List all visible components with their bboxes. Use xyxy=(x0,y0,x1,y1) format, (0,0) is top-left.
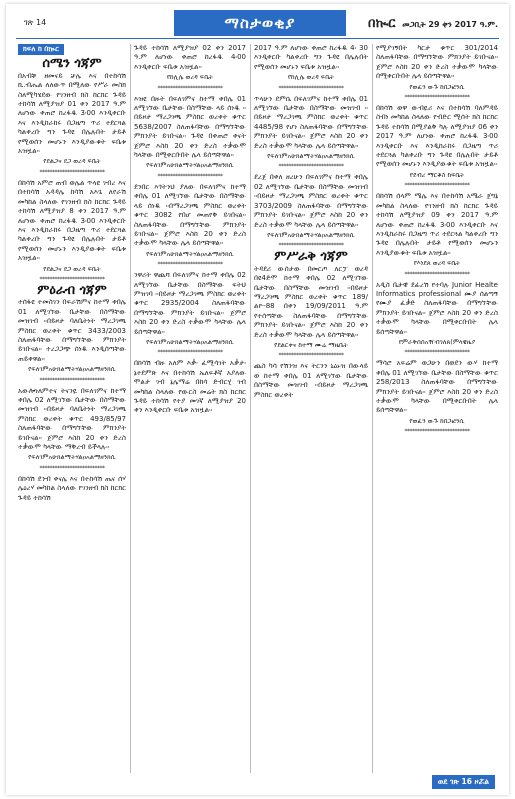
notice-separator: ************************** xyxy=(157,349,223,357)
issue-date: መጋቢት 29 ቀን 2017 ዓ.ም. xyxy=(402,20,498,29)
notice-signature: የፍለገምአሁክልማትሃልዐአልማዘንክሲ xyxy=(267,152,355,161)
notice-signature: የፍለገምአሁክልማትሃልዐአልማዘንክሲ xyxy=(28,453,116,462)
notice-text: አዲስ ቤታዊ ደፊረሽ የተባሉ Junior Healte Informatics professional ሙያ ሰልጣኝ የሙያ ፈቃድ ስለጠፋባቸው በማግኘቸው ምክንያት ይገቡናል፡፡ ጀምሮ እስከ 20 ቀን ድረስ ተቃውሞ ካላቸው በሚቀርቡበት ሌላ ይሰጣቸዋል፡፡ xyxy=(376,280,498,336)
notice-separator: ************************** xyxy=(157,172,223,180)
region-heading: ምዕራብ ጎጃም xyxy=(37,282,107,298)
column-3 xyxy=(254,44,368,773)
paper-info xyxy=(368,16,498,31)
notice-signature: የደብረ ማርቆስ ከፍቤት xyxy=(409,170,465,179)
column-4 xyxy=(376,44,498,773)
notice-separator: ************************** xyxy=(157,84,223,92)
notice-text: በከሳሽ ወዋ ውብዬሪ እና በተከሳሽ ባለምዳይ ስብነ መካከል ስላለው የብድር ሚሰት ክስ ከርክር ጉዳይ ተከሳሽ በሚያልቅ ካሉ ለሚያዝያ 06 ቀን 2017 ዓ.ም ለሆነው ቀጠሮ ከረፋዱ 3፡00 እንዲቀርቡ እና እንዲከራከሩ በጋዜጣ ጥሪ ተደርጓል ካልቀረቡ ግን ጉዳዩ በሌሉበት ታይቶ የሚወሰን መሆኑን እንዲያውቁት ፍቤቱ አዝዟል፡፡ xyxy=(376,104,498,169)
notice-signature: የደልጋና ደጋ ወረዳ ፍቤት xyxy=(43,157,101,166)
notice-signature: የፍለገምአሁክልማትሃልዐአልማዘንክሲ xyxy=(146,249,234,258)
paper-name: በኲር xyxy=(368,16,396,31)
notice-text: እዝዩ በዙት በፍለገምና ከተማ ቀበሌ 01 ለሚገኘው ቤታቸው በስማቸው ላይ ሰነዱ ፡፡በይዞታ ማረጋገጫ ምስክር ወረቀት ቁጥር 5638/2007 ስለጠፋባቸው በማግኘቸው ምክንያት ይገቡናል፡፡ ጉዳዩ በቀጠሮ ቀናት ጀምሮ እስከ 20 ቀን ድረስ ተቃውሞ ካላቸው በሚቀርቡበት ሌላ ይሰጣቸዋል፡፡ xyxy=(134,94,246,160)
continued-badge: ወደ ገጽ 16 ዞሯል xyxy=(432,775,495,789)
page-number: ገጽ 14 xyxy=(24,18,47,27)
notice-separator: ************************** xyxy=(278,352,344,360)
notice-text: በከሳሽ ብዙ አለም እቃ፡ ፈሚሳገት አቃታ፡ ኔተደምጽ እና በተከሳሽ ኤለፍቶኛ አያለው ሞልታ ገብ ኔሌማሬ በከሳ ድብርሂ ገብ መካከል ስላለው የውርስ መሬት ክስ ከርክር ጉዳይ ተከሳሽ የተያ መገኛ ለሚያዝያ 20 ቀን እንዲቀርቡ ፍቤቱ አዝዟል፡፡ xyxy=(134,359,246,415)
notice-text: በአብቹ ዘመናይ ቻሌ እና በተከሳሽ ኪ.ብሔል ለለውጥ በሚለው የሥራ መስክ ስለሚካሄደው የገንዘብ ክስ ከርክር ጉዳይ ተከሳሽ ለሚያዝያ 01 ቀን 2017 ዓ.ም ለሆነው ቀጠሮ ከረፋዱ 3፡00 እንዲቀርቡ እና እንዲከራከሩ በጋዜጣ ጥሪ ተደርጓል ካልቀረቡ ግን ጉዳዩ በሌሉበት ታይቶ የሚወሰን መሆኑን እንዲያውቁት ፍቤቱ አዝዟል፡፡ xyxy=(18,71,126,156)
column-3-content xyxy=(254,44,368,400)
column-2 xyxy=(134,44,246,773)
column-1 xyxy=(18,44,126,773)
notice-text: ጥላሁን ደምሴ በፍለገምና ከተማ ቀበሌ 01 ለሚገኘው ቤታቸው በስማቸው መዝገብ ፡፡በይዞታ ማረጋገጫ ምስክር ወረቀት ቁጥር 4485/98 የሆነ ስለጠፋባቸው በማግኘቸው ምክንያት ይገቡናል፡፡ ጀምሮ እስከ 20 ቀን ድረስ ተቃውሞ ካላቸው ሌላ ይሰጣቸዋል፡፡ xyxy=(254,94,368,150)
notice-separator: ************************** xyxy=(278,242,344,250)
notice-separator: ************************** xyxy=(39,168,105,176)
notice-text: ደንበር እጎትንህ ያለው በፍለገምና ከተማ ቀበሌ 01 ለሚገኘው ቤታቸው በስማቸው ላይ ሰነዱ ፡፡በማረጋገጫ ምስክር ወረቀት ቁጥር 3082 የበሆ መጠየቅ ይገበናል፡፡ ስለጠፋባቸው በማግኘቸው ምክንያት ይገቡናል፡፡ ጀምሮ እስከ 20 ቀን ድረስ ተቃውሞ ካላቸው ሌላ ይሰጣቸዋል፡፡ xyxy=(134,182,246,248)
column-4-content xyxy=(376,44,498,435)
notice-signature: የእነደጸ ወረዳ ፍቤት xyxy=(413,259,461,268)
column-divider xyxy=(250,44,251,773)
column-divider xyxy=(372,44,373,773)
notice-separator: ************************** xyxy=(39,376,105,384)
notice-signature: የፍለገምአሁክልማትሃልዐአልማዘንክሲ xyxy=(146,161,234,170)
notice-separator: ************************** xyxy=(404,428,470,436)
notice-signature: የከሊሌ ወረዳ ፍቤት xyxy=(166,73,214,82)
notice-text: የሚያገኝበት ካርታ ቁጥር 301/2014 ስለጠፋባቸው በማግኘቸው ምክንያት ይገቡናል፡፡ ጀምሮ እስከ 20 ቀን ድረስ ተቃውሞ ካላቸው በሚቀርቡበት ሌላ ይሰጣቸዋል፡፡ xyxy=(376,44,498,81)
notice-separator: ************************** xyxy=(404,94,470,102)
notice-separator: ************************** xyxy=(404,270,470,278)
notice-signature: የፍለገምአሁክልማትሃልዐአልማዘንክሲ xyxy=(267,230,355,239)
notice-text: በከሳሽ ደንብ ቀናሌ እና በተከሳሽ ጤና ሰሃ ሌዕረሃ መካከል ስላለው የገንዘብ ክስ ከርክር ጉዳይ ተከሳሽ xyxy=(18,474,126,502)
notice-signature: የምራቅሰሰአዥብገለጸ(ምላዌዜያ xyxy=(398,337,476,346)
notice-text: ንዋሪት ዋጨሻ በፍለገምና ከተማ ቀበሌ 02 ለሚገኘው ቤታቸው በስማቸው ፍትህ ምዝገባ ፡፡በይዞታ ማረጋገጫ ምስክር ወረቀት ቁጥር 2935/2004 ስለጠፋባቸው በማግኘቸው ምክንያት ይገቡናል፡፡ ጀምሮ እስከ 20 ቀን ድረስ ተቃውሞ ካላቸው ሌላ ይሰጣቸዋል፡፡ xyxy=(134,271,246,336)
notice-signature: የፍለገምአሁክልማትሃልዐአልማዘንክሲ xyxy=(146,337,234,346)
notice-text: ተሰፋዩ ተመስገን በፍራሽምና ከተማ ቀበሌ 01 ለሚገኘው ቤታቸው በስማቸው መዝገብ ፡፡በይዞታ ባለቤትነት ማረጋገጫ ምስክር ወረቀት ቁጥር 3433/2003 ስለጠፋባቸው በማግኘቸው ምክንያት ይገቡናል፡፡ ተረጋጋጭ ሰነዱ እንዲሰጣቸው ጠይቀዋል፡፡ xyxy=(18,298,126,363)
notice-signature: የፍለገምአሁክልማትሃልዐአልማዘንክሲ xyxy=(28,365,116,374)
section-masthead: ማስታወቂያ xyxy=(174,10,346,36)
notice-text: በከሳሽ አምሮ ጠብ ወሌል ጥላዩ ገብረ እና በተከሳሽ አዳዳሌ ከሳሽ አእጌ ለየራሽ መካከል ስላለው የገንዘብ ክስ ከርክር ጉዳይ ተከሳሽ ለሚያዝያ 8 ቀን 2017 ዓ.ም ለሆነው ቀጠሮ ከረፋዱ 3፡00 እንዲቀርቡ እና እንዲከራከሩ በጋዜጣ ጥሪ ተደርጓል ካልቀረቡ ግን ጉዳዩ በሌሉበት ታይቶ የሚወሰን መሆኑን እንዲያውቁት ፍቤቱ አዝዟል፡፡ xyxy=(18,178,126,263)
column-2-content xyxy=(134,44,246,416)
header-rule xyxy=(16,38,499,39)
notice-signature: የከሊሌ ወረዳ ፍቤት xyxy=(287,73,335,82)
notice-separator: ************************** xyxy=(39,464,105,472)
notice-separator: ************************** xyxy=(157,261,223,269)
notice-separator: ************************** xyxy=(404,182,470,190)
section-tag: ክፍለ ከ በኲር xyxy=(18,44,64,55)
newspaper-page xyxy=(6,4,509,795)
region-heading: ሰሜን ጎጃም xyxy=(42,56,102,72)
notice-text: አውሎነለምተና ትናንዬ በፍለገምና ከተማ ቀበሌ 02 ለሚገኘው ቤታቸው በስማቸው መዝገብ ፡፡በይዞታ ባለቤትነት ማረጋገጫ ምስክር ወረቀት ቁጥር 493/85/97 ስለጠፋባቸው በማግኘቸው ምክንያት ይገቡናል፡፡ ጀምሮ እስከ 20 ቀን ድረስ ተቃውሞ ካላቸው ማቅረብ ይችላሉ፡፡ xyxy=(18,386,126,452)
notice-signature: የወፈን ውጉ ከበጋፎንሲ xyxy=(409,82,465,91)
notice-text: ጉዳይ ተከሳሽ ለሚያዝያ 02 ቀን 2017 ዓ.ም ለሆነው ቀጠሮ ከረፋዱ 4፡00 እንዲቀርቡ ፍቤቱ አዝዟል፡፡ xyxy=(134,44,246,71)
notice-separator: ************************** xyxy=(278,84,344,92)
notice-text: በከሳሽ ሰላም ሜሌ እና በተከሳሽ አሜራ ጀግኔ መካከል ስላለው የገንዘብ ክስ ከርክር ጉዳይ ተከሳሽ ለሚያዝያ 09 ቀን 2017 ዓ.ም ለሆነው ቀጠሮ ከረፋዱ 3፡00 እንዲቀርቡ እና እንዲከራከሩ በጋዜጣ ጥሪ ተደርጓል ካልቀረቡ ግን ጉዳዩ በሌሉበት ታይቶ የሚወሰን መሆኑን እንዲያውቁት ፍቤቱ አዝዟል፡፡ xyxy=(376,192,498,257)
notice-text: ደረጀ በቀለ ዘረሁን በፍለገምና ከተማ ቀበሌ 02 ለሚገኘው ቤታቸው በስማቸው መዝገብ ፡፡በይዞታ ማረጋገጫ ምስክር ወረቀት ቁጥር 3703/2009 ስለጠፋባቸው በማግኘቸው ምክንያት ይገቡናል፡፡ ጀምሮ እስከ 20 ቀን ድረስ ተቃውሞ ካላቸው ሌላ ይሰጣቸዋል፡፡ xyxy=(254,173,368,229)
column-1-content xyxy=(18,56,126,503)
notice-text: ጨስ ካሳ የሽንዝ እና ትርንን ኒዕኑዝ በውላይ ወ ከተማ ቀበሌ 01 ለሚገኘው ቤታቸው በስማቸው መዝገብ ፡፡በይዞታ ማረጋገጫ ምስክር ወረቀት xyxy=(254,362,368,399)
notice-signature: የደልጋና ደጋ ወረዳ ፍቤት xyxy=(43,264,101,273)
notice-text: ማሳሮ አፍሬም ወጋሁን በወደን ውሃ ከተማ ቀበሌ 01 ለሚገኘው ቤታቸው በስማቸው ቁጥር 258/2013 ስለጠፋባቸው በማግኘቸው ምክንያት ይገቡናል፡፡ ጀምሮ እስከ 20 ቀን ድረስ ተቃውሞ ካላቸው በሚቀርቡበት ሌላ ይሰጣቸዋል፡፡ xyxy=(376,359,498,415)
notice-separator: ************************** xyxy=(278,163,344,171)
notice-separator: ************************** xyxy=(39,275,105,283)
notice-separator: ************************** xyxy=(404,349,470,357)
notice-signature: የደልርቀና ከተማ ሙሬ ማዜቤት xyxy=(274,340,348,349)
region-heading: ምሥራቅ ጎጃም xyxy=(274,249,348,265)
notice-text: 2017 ዓ.ም ለሆነው ቀጠሮ ከረፋዱ 4፡ 30 እንዲቀርቡ ካልቀረቡ ግን ጉዳዩ በሌሉበት የሚወሰን መሆኑን ፍቤቱ አዝዟል፡፡ xyxy=(254,44,368,71)
column-divider xyxy=(130,44,131,773)
notice-text: ትዳደሪ ውሰታው በመርጦ ለርፓ ወረዳ በዩ4ድሞ ከተማ ቀበሌ 02 ለሚገኘው ቤታቸው በስማቸው መዝገብ ፡፡በይዞታ ማረጋገጫ ምስክር ወረቀት ቁጥር 189/ልዮ-88 በቀን 19/09/2011 ዓ.ም የተሰጣቸው ስለጠፋባቸው በማግኘቸው ምክንያት ይገቡናል፡፡ ጀምሮ እስከ 20 ቀን ድረስ ተቃውሞ ካላቸው ሌላ ይሰጣቸዋል፡፡ xyxy=(254,264,368,339)
notice-signature: የወፈን ውጉ ከበጋፎንሲ xyxy=(409,416,465,425)
